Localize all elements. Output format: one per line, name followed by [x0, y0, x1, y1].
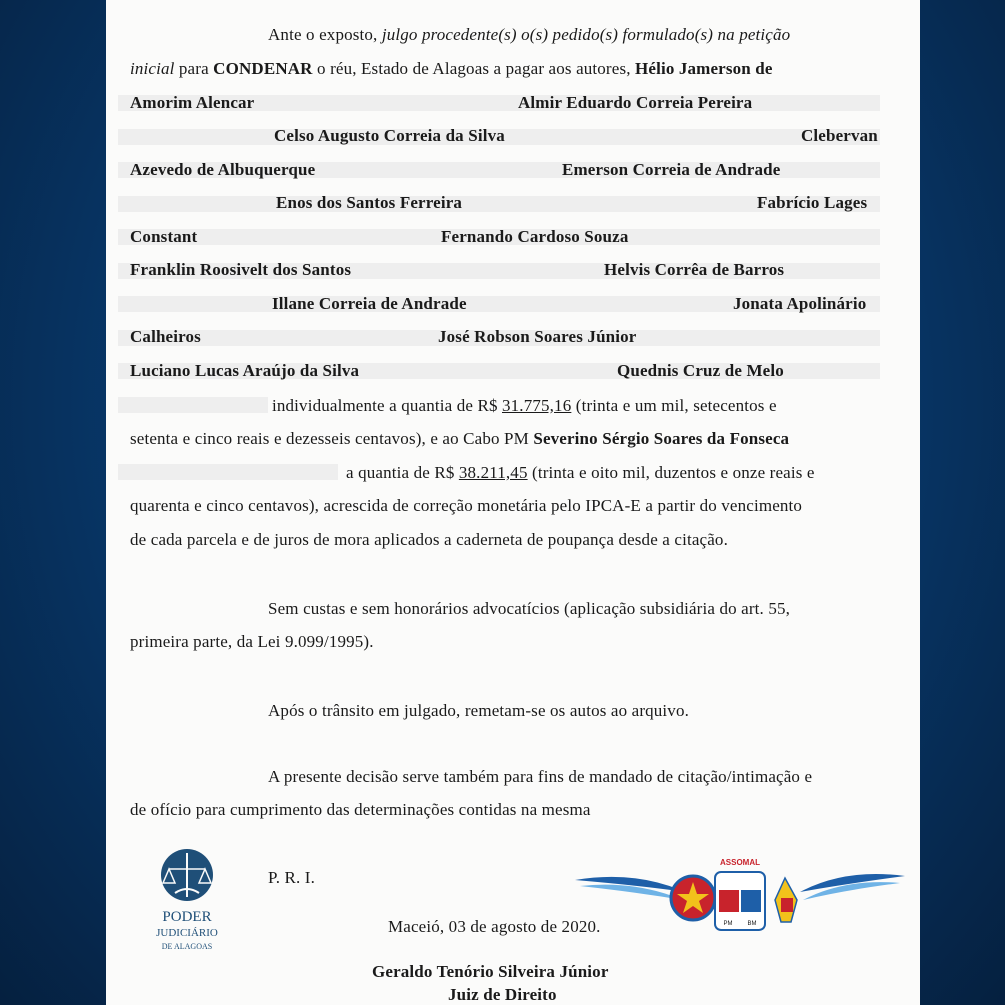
plaintiff-name: Fernando Cardoso Souza — [441, 227, 629, 246]
plaintiff-name: Calheiros — [130, 327, 201, 346]
plaintiff-name: Enos dos Santos Ferreira — [276, 193, 463, 212]
text-run-italic: inicial — [130, 59, 175, 78]
redaction-bar — [118, 464, 338, 480]
paragraph-line: primeira parte, da Lei 9.099/1995). — [130, 632, 374, 651]
text-run: para — [178, 59, 209, 78]
paragraph-line — [130, 59, 773, 79]
signer-role: Juiz de Direito — [448, 985, 557, 1004]
text-run: setenta e cinco reais e dezesseis centavos), e ao Cabo PM — [130, 429, 529, 448]
plaintiff-name: Fabrício Lages — [757, 193, 868, 212]
assomal-pm-text: PM — [723, 921, 733, 927]
text-run: (trinta e um mil, setecentos e — [575, 396, 777, 415]
paragraph-line — [130, 429, 789, 449]
judiciary-seal-logo — [155, 845, 235, 960]
paragraph-line: Após o trânsito em julgado, remetam-se os autos ao arquivo. — [268, 701, 690, 720]
paragraph-line — [346, 463, 815, 483]
plaintiff-name: Luciano Lucas Araújo da Silva — [130, 361, 360, 380]
plaintiff-name: Almir Eduardo Correia Pereira — [518, 93, 753, 112]
plaintiff-name: Illane Correia de Andrade — [272, 294, 467, 313]
redaction-bar — [118, 397, 268, 413]
plaintiff-name: Emerson Correia de Andrade — [562, 160, 781, 179]
paragraph-line: Sem custas e sem honorários advocatícios (aplicação subsidiária do art. 55, — [268, 599, 791, 618]
paragraph-line: de cada parcela e de juros de mora aplicados a caderneta de poupança desde a citação. — [130, 530, 728, 549]
paragraph-line: quarenta e cinco centavos), acrescida de correção monetária pelo IPCA-E a partir do vencimento — [130, 496, 803, 515]
plaintiff-name: Quednis Cruz de Melo — [617, 361, 784, 380]
seal-text-poder: PODER — [162, 909, 212, 925]
plaintiff-name: Constant — [130, 227, 198, 246]
plaintiff-name: Clebervan — [801, 126, 878, 145]
paragraph-line — [272, 396, 777, 416]
plaintiff-name: José Robson Soares Júnior — [438, 327, 637, 346]
text-run-italic: julgo procedente(s) o(s) pedido(s) formulado(s) na petição — [381, 25, 791, 44]
paragraph-line: A presente decisão serve também para fins de mandado de citação/intimação e — [268, 767, 813, 786]
plaintiff-name: Jonata Apolinário — [733, 294, 867, 313]
place-date: Maceió, 03 de agosto de 2020. — [388, 917, 601, 936]
text-run: a quantia de R$ — [346, 463, 455, 482]
assomal-bm-text: BM — [747, 921, 757, 927]
text-run: (trinta e oito mil, duzentos e onze reais e — [532, 463, 815, 482]
pri-text: P. R. I. — [268, 868, 316, 887]
text-run: Ante o exposto, — [268, 25, 378, 44]
paragraph-line: de ofício para cumprimento das determinações contidas na mesma — [130, 800, 591, 819]
seal-text-alagoas: DE ALAGOAS — [161, 942, 213, 951]
plaintiff-name: Franklin Roosivelt dos Santos — [130, 260, 352, 279]
assomal-text: ASSOMAL — [720, 858, 760, 867]
text-run-bold: CONDENAR — [213, 59, 313, 78]
plaintiff-name: Severino Sérgio Soares da Fonseca — [533, 429, 790, 448]
plaintiff-name: Helvis Corrêa de Barros — [604, 260, 785, 279]
signer-name: Geraldo Tenório Silveira Júnior — [372, 962, 609, 981]
paragraph-line — [268, 25, 790, 45]
seal-text-judiciario: JUDICIÁRIO — [156, 927, 218, 939]
assomal-logo — [575, 850, 905, 940]
text-run: o réu, Estado de Alagoas a pagar aos autores, — [317, 59, 631, 78]
amount-value: 38.211,45 — [458, 463, 528, 482]
plaintiff-name: Celso Augusto Correia da Silva — [274, 126, 505, 145]
text-run: individualmente a quantia de R$ — [272, 396, 498, 415]
amount-value: 31.775,16 — [502, 396, 572, 415]
plaintiff-name: Hélio Jamerson de — [635, 59, 773, 78]
plaintiff-name: Amorim Alencar — [130, 93, 255, 112]
plaintiff-name: Azevedo de Albuquerque — [130, 160, 316, 179]
